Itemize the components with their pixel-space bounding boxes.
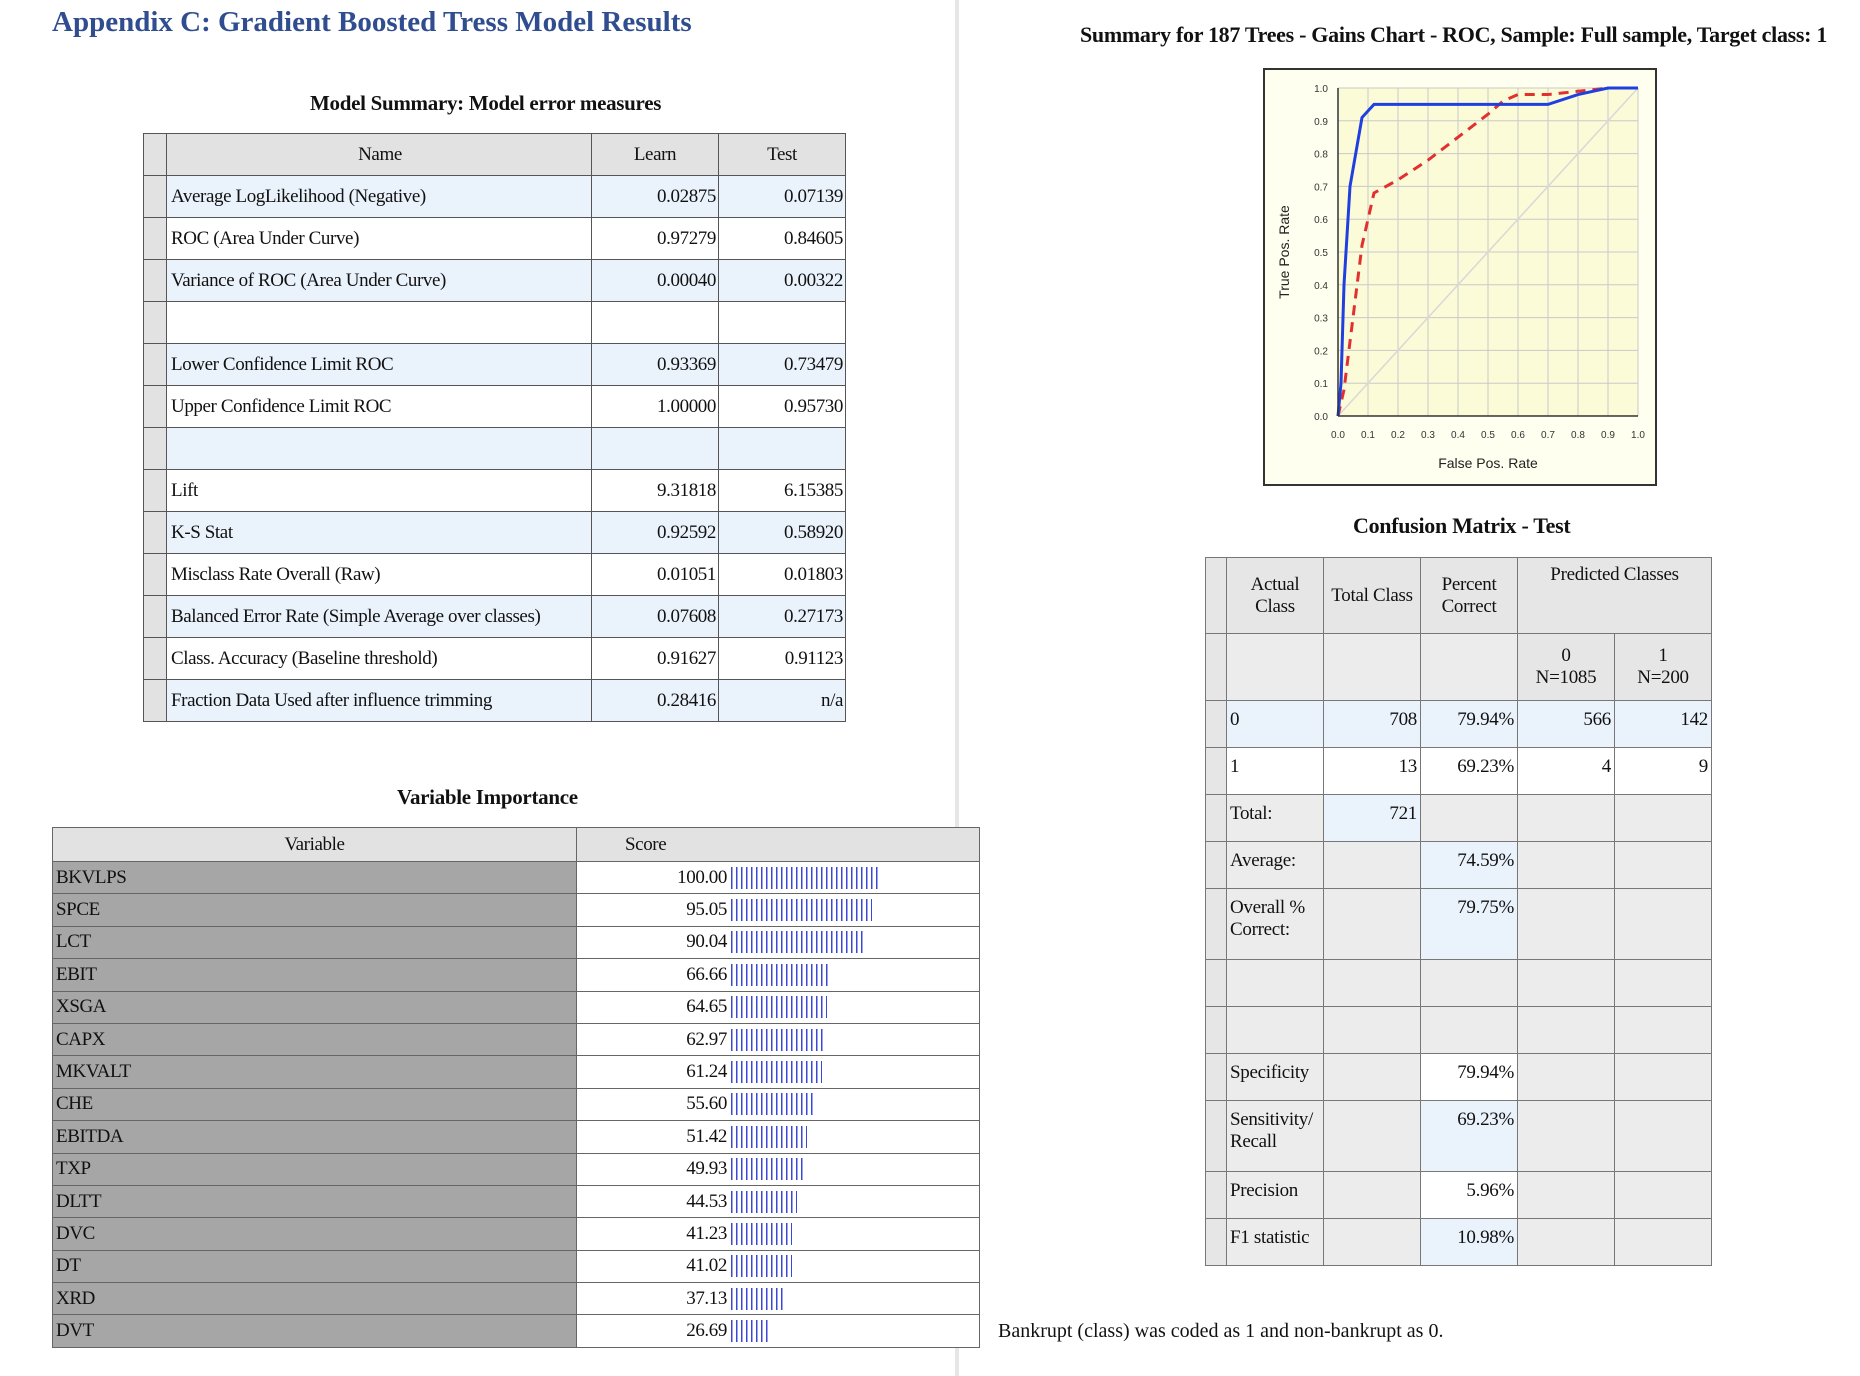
metric-name: Upper Confidence Limit ROC	[167, 386, 592, 428]
cm-row-class-1	[1206, 748, 1712, 795]
footnote: Bankrupt (class) was coded as 1 and non-bankrupt as 0.	[998, 1320, 1444, 1342]
variable-score: 49.93	[686, 1158, 727, 1180]
model-summary-row	[144, 218, 846, 260]
cm-precision-value: 5.96%	[1421, 1172, 1518, 1219]
x-tick-label: 0.8	[1571, 430, 1585, 441]
test-value: 0.00322	[719, 260, 846, 302]
cm-subheader-row	[1206, 634, 1712, 701]
variable-score: 62.97	[686, 1028, 727, 1050]
y-tick-label: 0.9	[1314, 116, 1328, 128]
test-value: 0.58920	[719, 512, 846, 554]
confusion-matrix-title: Confusion Matrix - Test	[1353, 513, 1571, 538]
cm-average-value: 74.59%	[1421, 842, 1518, 889]
roc-chart-title: Summary for 187 Trees - Gains Chart - ROC, Sample: Full sample, Target class: 1	[1080, 22, 1828, 47]
y-tick-label: 0.3	[1314, 313, 1328, 325]
header-test: Test	[719, 134, 846, 176]
x-tick-label: 1.0	[1631, 430, 1645, 441]
cm-precision-label: Precision	[1227, 1172, 1324, 1219]
y-tick-label: 0.6	[1314, 215, 1328, 227]
x-tick-label: 0.0	[1331, 430, 1345, 441]
learn-value: 0.28416	[592, 680, 719, 722]
y-tick-label: 0.8	[1314, 149, 1328, 161]
cm-p1: 142	[1615, 701, 1712, 748]
y-tick-label: 0.1	[1314, 379, 1328, 391]
cm-average-label: Average:	[1227, 842, 1324, 889]
learn-value: 1.00000	[592, 386, 719, 428]
test-value	[719, 428, 846, 470]
variable-name: DT	[53, 1250, 577, 1282]
variable-score: 95.05	[686, 899, 727, 921]
x-tick-label: 0.6	[1511, 430, 1525, 441]
learn-value: 9.31818	[592, 470, 719, 512]
cm-overall-value: 79.75%	[1421, 889, 1518, 960]
learn-value	[592, 428, 719, 470]
model-summary-row	[144, 470, 846, 512]
cm-row-class-0	[1206, 701, 1712, 748]
y-tick-label: 1.0	[1314, 84, 1328, 95]
cm-total-value: 721	[1324, 795, 1421, 842]
cm-sensitivity-label: Sensitivity/ Recall	[1227, 1101, 1324, 1172]
learn-value: 0.07608	[592, 596, 719, 638]
variable-name: CHE	[53, 1088, 577, 1120]
metric-name: Lift	[167, 470, 592, 512]
cm-header-actual-class: Actual Class	[1227, 558, 1324, 634]
x-tick-label: 0.2	[1391, 430, 1405, 441]
cm-header-total-class: Total Class	[1324, 558, 1421, 634]
test-value: n/a	[719, 680, 846, 722]
variable-row	[53, 1121, 980, 1153]
metric-name: ROC (Area Under Curve)	[167, 218, 592, 260]
model-summary-table	[143, 133, 846, 722]
cm-f1-label: F1 statistic	[1227, 1219, 1324, 1266]
variable-name: CAPX	[53, 1023, 577, 1055]
variable-name: LCT	[53, 926, 577, 958]
metric-name: Balanced Error Rate (Simple Average over classes)	[167, 596, 592, 638]
header-learn: Learn	[592, 134, 719, 176]
model-summary-row	[144, 554, 846, 596]
learn-value: 0.01051	[592, 554, 719, 596]
test-value: 0.01803	[719, 554, 846, 596]
model-summary-title: Model Summary: Model error measures	[310, 91, 662, 115]
variable-row	[53, 1250, 980, 1282]
cm-row-total	[1206, 795, 1712, 842]
cm-header-percent-correct: Percent Correct	[1421, 558, 1518, 634]
header-name: Name	[167, 134, 592, 176]
test-value: 0.91123	[719, 638, 846, 680]
cm-total-label: Total:	[1227, 795, 1324, 842]
variable-row	[53, 926, 980, 958]
y-tick-label: 0.2	[1314, 346, 1328, 358]
variable-row	[53, 1218, 980, 1250]
score-bar	[731, 996, 827, 1018]
x-tick-label: 0.5	[1481, 430, 1495, 441]
score-bar	[731, 1029, 824, 1051]
variable-row	[53, 1153, 980, 1185]
score-bar	[731, 1288, 786, 1310]
test-value: 0.73479	[719, 344, 846, 386]
cm-row-specificity	[1206, 1054, 1712, 1101]
cm-pred-0-header: 0 N=1085	[1518, 634, 1615, 701]
variable-score: 64.65	[686, 996, 727, 1018]
variable-name: DLTT	[53, 1185, 577, 1217]
y-tick-label: 0.5	[1314, 248, 1328, 259]
model-summary-row	[144, 302, 846, 344]
model-summary-row	[144, 512, 846, 554]
variable-score: 100.00	[677, 866, 727, 888]
metric-name	[167, 428, 592, 470]
y-tick-label: 0.7	[1314, 182, 1328, 194]
y-tick-label: 0.4	[1314, 280, 1328, 292]
score-bar	[731, 1191, 797, 1213]
variable-name: DVT	[53, 1315, 577, 1347]
page-title: Appendix C: Gradient Boosted Tress Model Results	[52, 6, 692, 38]
cm-specificity-label: Specificity	[1227, 1054, 1324, 1101]
confusion-matrix-table	[1205, 557, 1712, 1266]
x-tick-label: 0.9	[1601, 430, 1615, 441]
variable-name: XRD	[53, 1283, 577, 1315]
cm-header-predicted-classes: Predicted Classes	[1518, 558, 1712, 634]
variable-row	[53, 959, 980, 991]
test-value: 0.84605	[719, 218, 846, 260]
variable-importance-title: Variable Importance	[397, 785, 578, 809]
score-bar	[731, 1223, 792, 1245]
score-bar	[731, 1061, 822, 1083]
variable-row	[53, 1088, 980, 1120]
variable-name: DVC	[53, 1218, 577, 1250]
metric-name: Lower Confidence Limit ROC	[167, 344, 592, 386]
x-tick-label: 0.3	[1421, 430, 1435, 441]
cm-row-sensitivity	[1206, 1101, 1712, 1172]
variable-row	[53, 1185, 980, 1217]
score-bar	[731, 867, 879, 889]
learn-value: 0.00040	[592, 260, 719, 302]
cm-f1-value: 10.98%	[1421, 1219, 1518, 1266]
variable-score: 41.02	[686, 1255, 727, 1277]
variable-score: 44.53	[686, 1190, 727, 1212]
metric-name: K-S Stat	[167, 512, 592, 554]
variable-name: SPCE	[53, 894, 577, 926]
roc-chart	[1263, 68, 1657, 486]
variable-row	[53, 1283, 980, 1315]
cm-row-average	[1206, 842, 1712, 889]
score-bar	[731, 1320, 771, 1342]
metric-name: Average LogLikelihood (Negative)	[167, 176, 592, 218]
variable-row	[53, 991, 980, 1023]
cm-header-row	[1206, 558, 1712, 634]
variable-name: EBITDA	[53, 1121, 577, 1153]
score-bar	[731, 1093, 813, 1115]
cm-p0: 566	[1518, 701, 1615, 748]
learn-value: 0.93369	[592, 344, 719, 386]
variable-name: XSGA	[53, 991, 577, 1023]
cm-pred-1-header: 1 N=200	[1615, 634, 1712, 701]
x-tick-label: 0.4	[1451, 430, 1465, 441]
cm-sensitivity-value: 69.23%	[1421, 1101, 1518, 1172]
model-summary-row	[144, 344, 846, 386]
learn-value: 0.91627	[592, 638, 719, 680]
score-bar	[731, 899, 872, 921]
learn-value	[592, 302, 719, 344]
metric-name	[167, 302, 592, 344]
metric-name: Variance of ROC (Area Under Curve)	[167, 260, 592, 302]
cm-p0: 4	[1518, 748, 1615, 795]
cm-row-f1	[1206, 1219, 1712, 1266]
variable-importance-table	[52, 827, 980, 1348]
cm-row-precision	[1206, 1172, 1712, 1219]
metric-name: Misclass Rate Overall (Raw)	[167, 554, 592, 596]
learn-value: 0.02875	[592, 176, 719, 218]
variable-row	[53, 1023, 980, 1055]
score-bar	[731, 1126, 807, 1148]
variable-name: BKVLPS	[53, 862, 577, 894]
test-value: 0.95730	[719, 386, 846, 428]
model-summary-header-row	[144, 134, 846, 176]
test-value: 6.15385	[719, 470, 846, 512]
cm-total: 708	[1324, 701, 1421, 748]
score-bar	[731, 1255, 792, 1277]
variable-name: MKVALT	[53, 1056, 577, 1088]
test-value: 0.27173	[719, 596, 846, 638]
variable-score: 90.04	[686, 931, 727, 953]
learn-value: 0.97279	[592, 218, 719, 260]
model-summary-row	[144, 680, 846, 722]
vi-header-row	[53, 828, 980, 862]
y-tick-label: 0.0	[1314, 412, 1328, 423]
variable-row	[53, 894, 980, 926]
variable-score: 66.66	[686, 963, 727, 985]
model-summary-row	[144, 176, 846, 218]
model-summary-row	[144, 386, 846, 428]
score-bar	[731, 931, 864, 953]
model-summary-row	[144, 260, 846, 302]
cm-row-blank-2	[1206, 1007, 1712, 1054]
header-variable: Variable	[53, 828, 577, 862]
roc-chart-svg	[1263, 68, 1657, 486]
y-axis-label: True Pos. Rate	[1276, 205, 1292, 299]
model-summary-row	[144, 428, 846, 470]
cm-pct: 69.23%	[1421, 748, 1518, 795]
variable-row	[53, 1315, 980, 1347]
variable-score: 51.42	[686, 1125, 727, 1147]
cm-p1: 9	[1615, 748, 1712, 795]
model-summary-row	[144, 596, 846, 638]
variable-score: 55.60	[686, 1093, 727, 1115]
cm-overall-label: Overall % Correct:	[1227, 889, 1324, 960]
header-score: Score	[577, 828, 980, 862]
learn-value: 0.92592	[592, 512, 719, 554]
metric-name: Class. Accuracy (Baseline threshold)	[167, 638, 592, 680]
cm-total: 13	[1324, 748, 1421, 795]
cm-row-blank-1	[1206, 960, 1712, 1007]
variable-score: 41.23	[686, 1222, 727, 1244]
variable-score: 61.24	[686, 1061, 727, 1083]
variable-name: EBIT	[53, 959, 577, 991]
variable-score: 37.13	[686, 1287, 727, 1309]
test-value	[719, 302, 846, 344]
cm-pct: 79.94%	[1421, 701, 1518, 748]
model-summary-row	[144, 638, 846, 680]
score-bar	[731, 1158, 805, 1180]
score-bar	[731, 964, 830, 986]
variable-row	[53, 1056, 980, 1088]
x-tick-label: 0.7	[1541, 430, 1555, 441]
variable-score: 26.69	[686, 1320, 727, 1342]
cm-actual: 1	[1227, 748, 1324, 795]
x-axis-label: False Pos. Rate	[1438, 455, 1538, 471]
variable-row	[53, 862, 980, 894]
variable-name: TXP	[53, 1153, 577, 1185]
cm-row-overall	[1206, 889, 1712, 960]
cm-specificity-value: 79.94%	[1421, 1054, 1518, 1101]
x-tick-label: 0.1	[1361, 430, 1375, 441]
test-value: 0.07139	[719, 176, 846, 218]
cm-actual: 0	[1227, 701, 1324, 748]
metric-name: Fraction Data Used after influence trimming	[167, 680, 592, 722]
